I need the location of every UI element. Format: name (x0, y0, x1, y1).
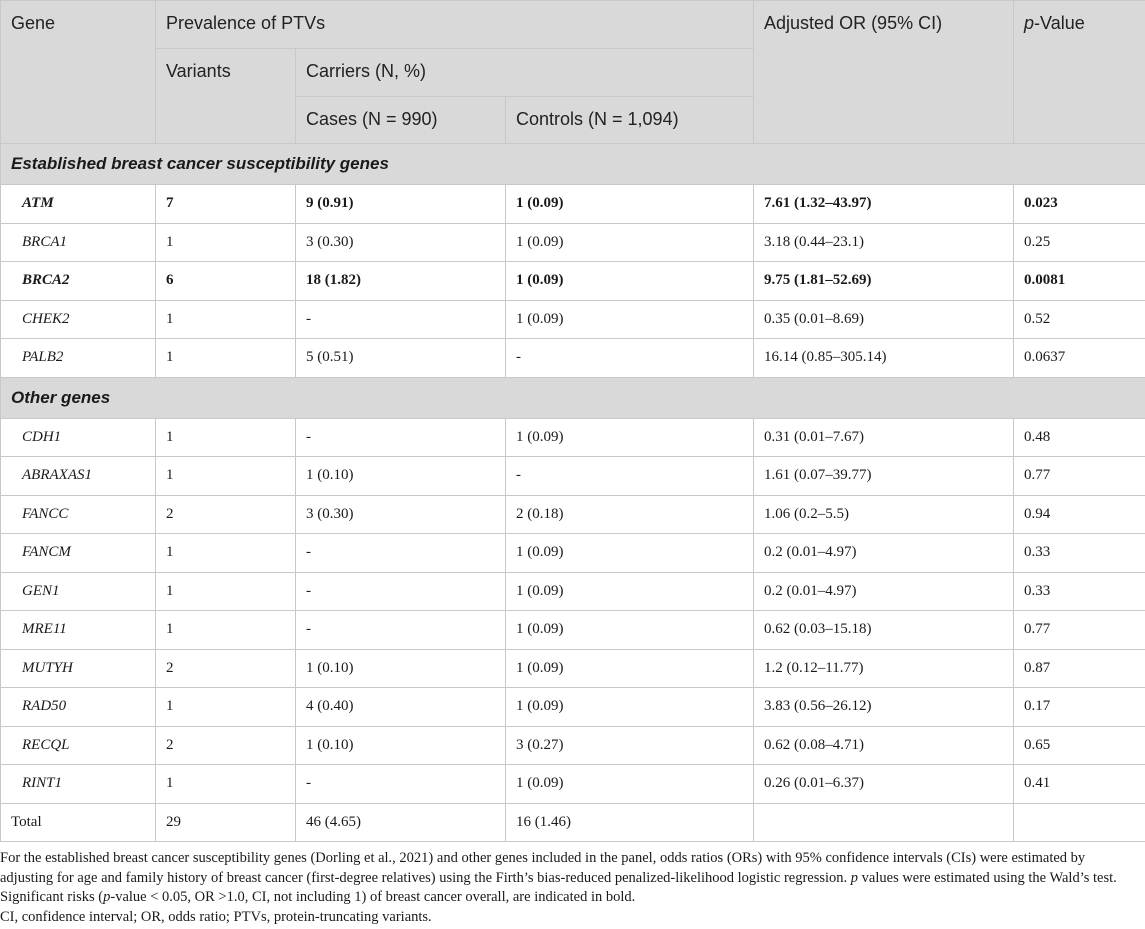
cases-cell: 4 (0.40) (296, 688, 506, 727)
total-row (1, 803, 1145, 842)
gene-cell: MUTYH (1, 649, 156, 688)
adjusted-or-cell: 0.26 (0.01–6.37) (754, 765, 1014, 804)
table-row (1, 649, 1145, 688)
cases-cell: 3 (0.30) (296, 223, 506, 262)
controls-cell: 1 (0.09) (506, 300, 754, 339)
table-row (1, 418, 1145, 457)
gene-cell: FANCC (1, 495, 156, 534)
controls-cell: 1 (0.09) (506, 649, 754, 688)
table-row (1, 726, 1145, 765)
variants-cell: 1 (156, 300, 296, 339)
footnote-significance: Significant risks (p-value < 0.05, OR >1.0, CI, not including 1) of breast cancer overall, are indicated in bold. (0, 889, 636, 905)
cases-cell: 1 (0.10) (296, 726, 506, 765)
cases-cell: - (296, 418, 506, 457)
adjusted-or-cell: 0.2 (0.01–4.97) (754, 572, 1014, 611)
controls-cell: 1 (0.09) (506, 572, 754, 611)
variants-cell: 2 (156, 649, 296, 688)
adjusted-or-cell: 0.62 (0.08–4.71) (754, 726, 1014, 765)
cases-cell: - (296, 534, 506, 573)
gene-cell: BRCA2 (1, 262, 156, 301)
section-title: Other genes (1, 377, 1145, 418)
controls-cell: - (506, 339, 754, 378)
variants-cell: 2 (156, 726, 296, 765)
cases-cell: - (296, 765, 506, 804)
variants-cell: 1 (156, 418, 296, 457)
p-value-cell: 0.94 (1014, 495, 1145, 534)
adjusted-or-cell: 1.2 (0.12–11.77) (754, 649, 1014, 688)
adjusted-or-cell: 0.62 (0.03–15.18) (754, 611, 1014, 650)
cases-cell: 3 (0.30) (296, 495, 506, 534)
header-cases: Cases (N = 990) (296, 97, 506, 144)
p-value-cell: 0.25 (1014, 223, 1145, 262)
header-adjusted-or: Adjusted OR (95% CI) (754, 1, 1014, 144)
controls-cell: 1 (0.09) (506, 223, 754, 262)
variants-cell: 1 (156, 688, 296, 727)
gene-cell: MRE11 (1, 611, 156, 650)
cases-cell: 18 (1.82) (296, 262, 506, 301)
p-value-cell: 0.0637 (1014, 339, 1145, 378)
gene-cell: GEN1 (1, 572, 156, 611)
table-row (1, 262, 1145, 301)
section-row (1, 377, 1145, 418)
adjusted-or-cell: 0.35 (0.01–8.69) (754, 300, 1014, 339)
header-controls: Controls (N = 1,094) (506, 97, 754, 144)
table-row (1, 611, 1145, 650)
table-row (1, 223, 1145, 262)
p-value-cell: 0.0081 (1014, 262, 1145, 301)
gene-cell: PALB2 (1, 339, 156, 378)
total-or (754, 803, 1014, 842)
controls-cell: 2 (0.18) (506, 495, 754, 534)
header-carriers: Carriers (N, %) (296, 49, 754, 97)
header-prevalence: Prevalence of PTVs (156, 1, 754, 49)
p-value-cell: 0.17 (1014, 688, 1145, 727)
cases-cell: - (296, 611, 506, 650)
variants-cell: 1 (156, 223, 296, 262)
table-row (1, 185, 1145, 224)
gene-cell: RECQL (1, 726, 156, 765)
adjusted-or-cell: 0.31 (0.01–7.67) (754, 418, 1014, 457)
section-title: Established breast cancer susceptibility genes (1, 144, 1145, 185)
gene-cell: ABRAXAS1 (1, 457, 156, 496)
total-variants: 29 (156, 803, 296, 842)
controls-cell: - (506, 457, 754, 496)
cases-cell: - (296, 572, 506, 611)
gene-cell: BRCA1 (1, 223, 156, 262)
p-value-cell: 0.48 (1014, 418, 1145, 457)
table-row (1, 572, 1145, 611)
table-row (1, 495, 1145, 534)
table-body (1, 144, 1145, 842)
gene-cell: RAD50 (1, 688, 156, 727)
header-variants: Variants (156, 49, 296, 144)
controls-cell: 1 (0.09) (506, 418, 754, 457)
p-value-cell: 0.41 (1014, 765, 1145, 804)
variants-cell: 1 (156, 339, 296, 378)
gene-cell: CDH1 (1, 418, 156, 457)
table-row (1, 339, 1145, 378)
footnote-abbreviations: CI, confidence interval; OR, odds ratio; PTVs, protein-truncating variants. (0, 908, 432, 925)
variants-cell: 1 (156, 534, 296, 573)
p-value-cell: 0.33 (1014, 534, 1145, 573)
controls-cell: 1 (0.09) (506, 765, 754, 804)
adjusted-or-cell: 0.2 (0.01–4.97) (754, 534, 1014, 573)
total-p (1014, 803, 1145, 842)
total-controls: 16 (1.46) (506, 803, 754, 842)
header-p-value: p-Value (1014, 1, 1145, 144)
p-value-cell: 0.023 (1014, 185, 1145, 224)
gene-cell: RINT1 (1, 765, 156, 804)
cases-cell: 5 (0.51) (296, 339, 506, 378)
cases-cell: 9 (0.91) (296, 185, 506, 224)
p-value-cell: 0.77 (1014, 457, 1145, 496)
footnote-methods: For the established breast cancer susceptibility genes (Dorling et al., 2021) and other genes included in the panel, odds ratios (ORs) with 95% confidence intervals (CIs) were estimated by adjusting for age and family history of breast cancer (first-degree relatives) using the Firth’s bias-reduced penalized-likelihood logistic regression. p values were estimated using the Wald’s test. (0, 850, 1117, 886)
gene-cell: ATM (1, 185, 156, 224)
controls-cell: 1 (0.09) (506, 262, 754, 301)
variants-cell: 1 (156, 611, 296, 650)
p-value-cell: 0.87 (1014, 649, 1145, 688)
p-value-cell: 0.52 (1014, 300, 1145, 339)
variants-cell: 1 (156, 765, 296, 804)
table-header (1, 1, 1145, 144)
cases-cell: 1 (0.10) (296, 457, 506, 496)
adjusted-or-cell: 1.06 (0.2–5.5) (754, 495, 1014, 534)
gene-cell: FANCM (1, 534, 156, 573)
p-value-cell: 0.33 (1014, 572, 1145, 611)
p-value-cell: 0.65 (1014, 726, 1145, 765)
table-row (1, 765, 1145, 804)
header-gene: Gene (1, 1, 156, 144)
table-row (1, 457, 1145, 496)
variants-cell: 1 (156, 457, 296, 496)
table-footnotes (0, 842, 1145, 927)
total-label: Total (1, 803, 156, 842)
adjusted-or-cell: 3.83 (0.56–26.12) (754, 688, 1014, 727)
variants-cell: 2 (156, 495, 296, 534)
controls-cell: 3 (0.27) (506, 726, 754, 765)
controls-cell: 1 (0.09) (506, 611, 754, 650)
controls-cell: 1 (0.09) (506, 185, 754, 224)
adjusted-or-cell: 7.61 (1.32–43.97) (754, 185, 1014, 224)
section-row (1, 144, 1145, 185)
total-cases: 46 (4.65) (296, 803, 506, 842)
cases-cell: 1 (0.10) (296, 649, 506, 688)
adjusted-or-cell: 1.61 (0.07–39.77) (754, 457, 1014, 496)
adjusted-or-cell: 16.14 (0.85–305.14) (754, 339, 1014, 378)
adjusted-or-cell: 9.75 (1.81–52.69) (754, 262, 1014, 301)
controls-cell: 1 (0.09) (506, 534, 754, 573)
variants-cell: 1 (156, 572, 296, 611)
cases-cell: - (296, 300, 506, 339)
table-row (1, 688, 1145, 727)
gene-cell: CHEK2 (1, 300, 156, 339)
variants-cell: 7 (156, 185, 296, 224)
table-row (1, 534, 1145, 573)
adjusted-or-cell: 3.18 (0.44–23.1) (754, 223, 1014, 262)
controls-cell: 1 (0.09) (506, 688, 754, 727)
p-value-cell: 0.77 (1014, 611, 1145, 650)
table-row (1, 300, 1145, 339)
variants-cell: 6 (156, 262, 296, 301)
